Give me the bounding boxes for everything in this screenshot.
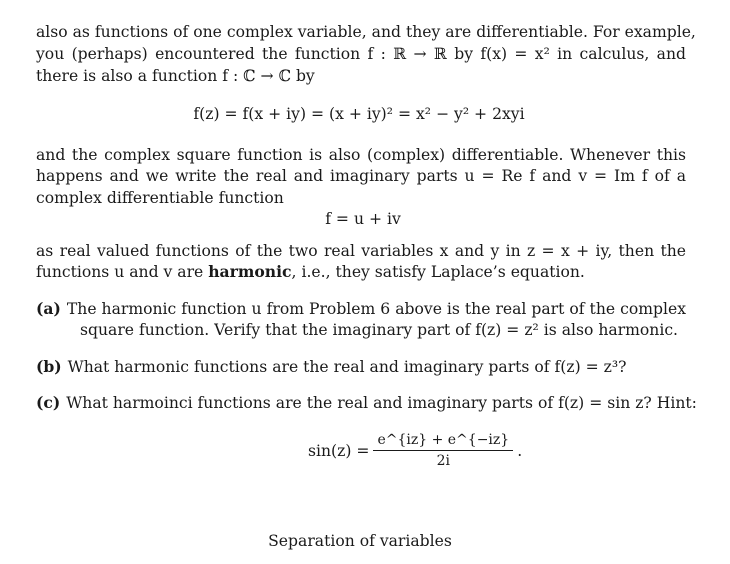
para3-line2-after: , i.e., they satisfy Laplace’s equation. xyxy=(291,263,585,281)
item-b-label: (b) xyxy=(36,357,62,376)
para3-line2 xyxy=(36,262,686,282)
harmonic-keyword: harmonic xyxy=(208,262,292,281)
section-heading-separation: Separation of variables xyxy=(268,532,452,550)
item-c-text: What harmoinci functions are the real and imaginary parts of f(z) = sin z? Hint: xyxy=(66,394,697,412)
equation-square: f(z) = f(x + iy) = (x + iy)² = x² − y² + 2xyi xyxy=(193,105,525,123)
hint-numerator: e^{iz} + e^{−iz} xyxy=(373,432,513,451)
item-a-line2: square function. Verify that the imaginary part of f(z) = z² is also harmonic. xyxy=(80,321,679,339)
item-c-label: (c) xyxy=(36,393,61,412)
hint-fraction xyxy=(373,432,513,469)
item-a-label: (a) xyxy=(36,299,61,318)
para2-line1: and the complex square function is also (complex) differentiable. Whenever this xyxy=(36,146,686,164)
item-b xyxy=(36,357,686,377)
para1-line2: you (perhaps) encountered the function f : ℝ → ℝ by f(x) = x² in calculus, and xyxy=(36,45,686,63)
para2-line3: complex differentiable function xyxy=(36,189,284,207)
para1-line1: also as functions of one complex variable, and they are differentiable. For example, xyxy=(36,23,696,41)
hint-lhs: sin(z) = xyxy=(308,441,370,460)
para3-line1: as real valued functions of the two real variables x and y in z = x + iy, then the xyxy=(36,242,686,260)
hint-denominator: 2i xyxy=(436,453,451,469)
para2-line2: happens and we write the real and imaginary parts u = Re f and v = Im f of a xyxy=(36,167,686,185)
para1-line3: there is also a function f : ℂ → ℂ by xyxy=(36,67,315,85)
item-b-text: What harmonic functions are the real and imaginary parts of f(z) = z³? xyxy=(67,358,627,376)
item-c xyxy=(36,393,697,413)
hint-period: . xyxy=(517,441,523,460)
equation-u-iv: f = u + iv xyxy=(325,210,401,228)
item-a-line1 xyxy=(36,299,686,319)
item-a-text: The harmonic function u from Problem 6 above is the real part of the complex xyxy=(66,300,686,318)
hint-equation xyxy=(308,432,522,469)
para3-line2-before: functions u and v are xyxy=(36,263,209,281)
